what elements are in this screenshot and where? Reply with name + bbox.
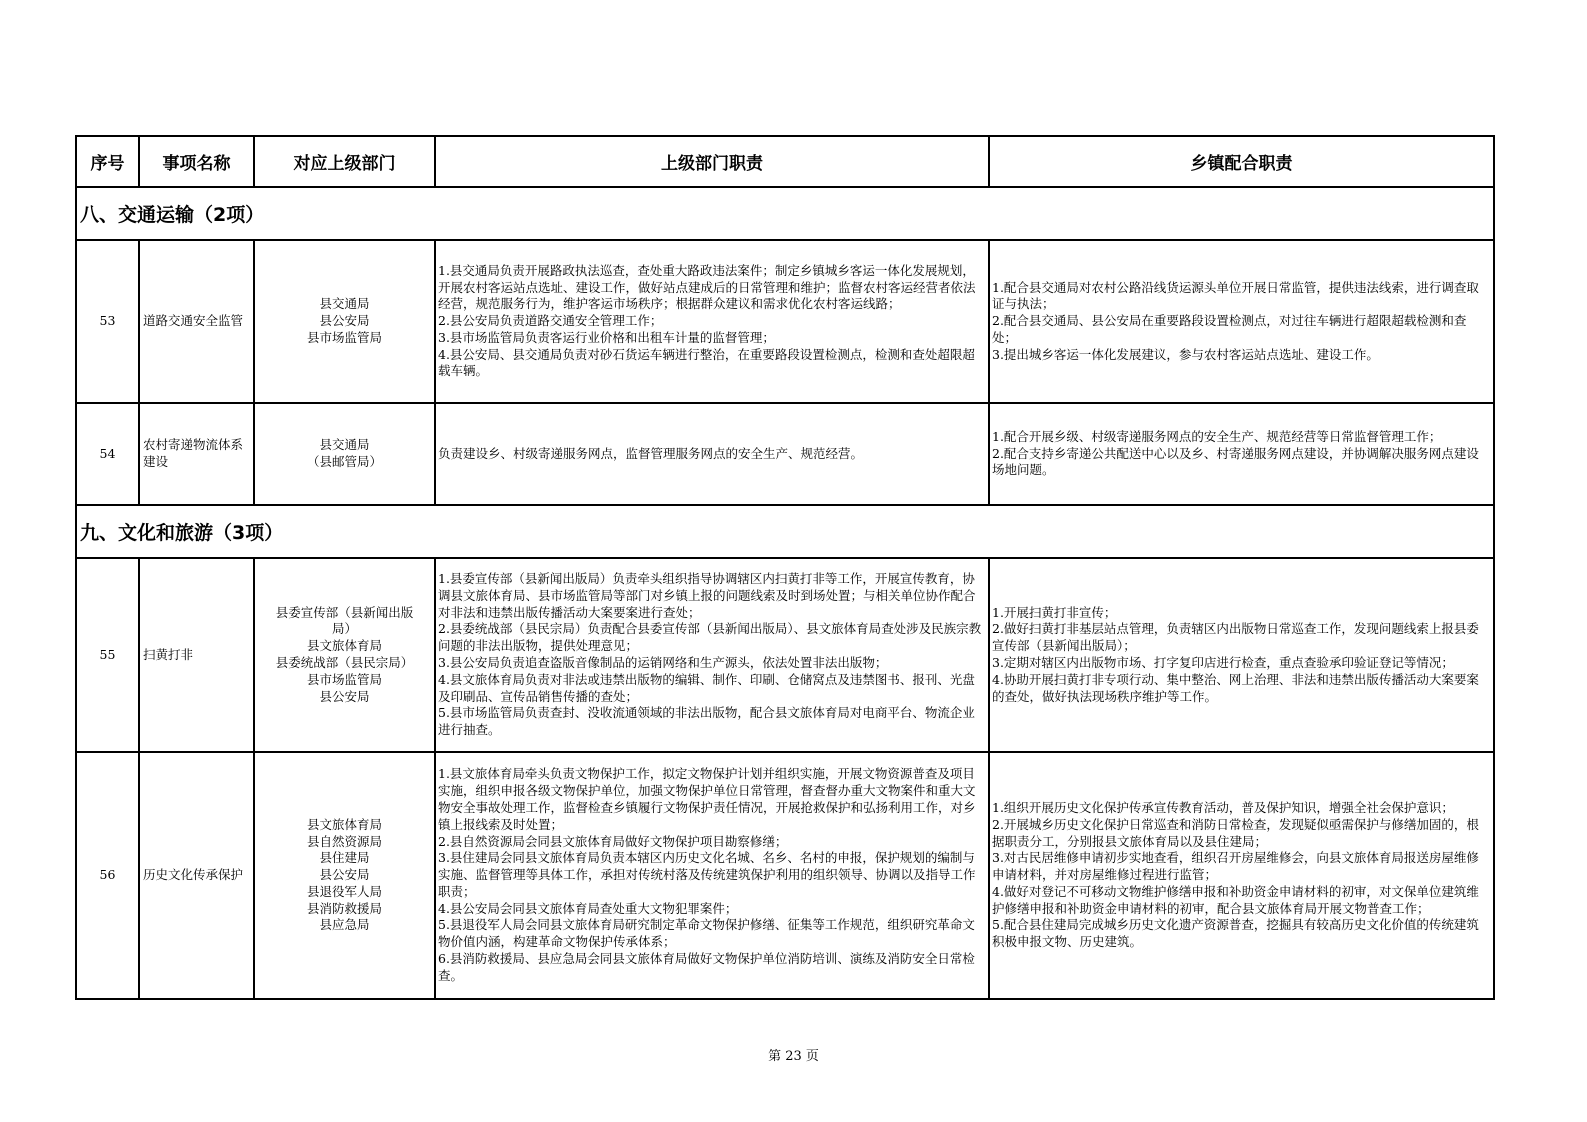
table-row [76, 240, 1494, 403]
department-name: 县公安局 [319, 313, 370, 329]
row-number: 53 [76, 240, 139, 403]
table-row [76, 752, 1494, 999]
town-duties-text: 1.配合县交通局对农村公路沿线货运源头单位开展日常监管，提供违法线索，进行调查取证与执法； 2.配合县交通局、县公安局在重要路段设置检测点，对过往车辆进行超限超载检测和查处； 3.提出城乡客运一体化发展建议，参与农村客运站点选址、建设工作。 [989, 240, 1494, 403]
row-number: 55 [76, 558, 139, 752]
row-number: 56 [76, 752, 139, 999]
department-name: 县交通局 [319, 296, 370, 312]
page-number: 第 23 页 [768, 1049, 819, 1064]
upper-departments [254, 240, 435, 403]
department-name: 县交通局 [319, 437, 370, 453]
department-name: 县退役军人局 [306, 883, 382, 899]
department-name: 县公安局 [319, 867, 370, 883]
header-item-name: 事项名称 [139, 136, 254, 187]
department-name: 县自然资源局 [306, 833, 382, 849]
department-name: 县住建局 [319, 850, 370, 866]
table-row [76, 558, 1494, 752]
town-duties-text: 1.组织开展历史文化保护传承宣传教育活动，普及保护知识，增强全社会保护意识； 2.开展城乡历史文化保护日常巡查和消防日常检查，发现疑似亟需保护与修缮加固的，根据职责分工，分别报县文旅体育局以及县住建局； 3.对古民居维修申请初步实地查看，组织召开房屋维修会，向县文旅体育局报送房屋维修申请材料，并对房屋维修过程进行监管； 4.做好对登记不可移动文物维护修缮申报和补助资金申请材料的初审，对文保单位建筑维护修缮申报和补助资金申请材料的初审，配合县文旅体育局开展文物普查工作； 5.配合县住建局完成城乡历史文化遗产资源普查，挖掘具有较高历史文化价值的传统建筑积极申报文物、历史建筑。 [989, 752, 1494, 999]
upper-duties-text: 1.县委宣传部（县新闻出版局）负责牵头组织指导协调辖区内扫黄打非等工作，开展宣传教育，协调县文旅体育局、县市场监管局等部门对乡镇上报的问题线索及时到场处置；与相关单位协作配合对非法和违禁出版传播活动大案要案进行查处； 2.县委统战部（县民宗局）负责配合县委宣传部（县新闻出版局）、县文旅体育局查处涉及民族宗教问题的非法出版物，提供处理意见； 3.县公安局负责追查盗版音像制品的运销网络和生产源头，依法处置非法出版物； 4.县文旅体育局负责对非法或违禁出版物的编辑、制作、印刷、仓储窝点及违禁图书、报刊、光盘及印刷品、宣传品销售传播的查处； 5.县市场监管局负责查封、没收流通领域的非法出版物，配合县文旅体育局对电商平台、物流企业进行抽查。 [435, 558, 989, 752]
department-name: （县邮管局） [306, 454, 382, 469]
town-duties-text: 1.开展扫黄打非宣传； 2.做好扫黄打非基层站点管理，负责辖区内出版物日常巡查工作，发现问题线索上报县委宣传部（县新闻出版局）； 3.定期对辖区内出版物市场、打字复印店进行检查，重点查验承印验证登记等情况； 4.协助开展扫黄打非专项行动、集中整治、网上治理、非法和违禁出版传播活动大案要案的查处，做好执法现场秩序维护等工作。 [989, 558, 1494, 752]
upper-duties-text: 1.县交通局负责开展路政执法巡查，查处重大路政违法案件；制定乡镇城乡客运一体化发展规划，开展农村客运站点选址、建设工作，做好站点建成后的日常管理和维护；监督农村客运经营者依法经营，规范服务行为，维护客运市场秩序；根据群众建议和需求优化农村客运线路； 2.县公安局负责道路交通安全管理工作； 3.县市场监管局负责客运行业价格和出租车计量的监督管理； 4.县公安局、县交通局负责对砂石货运车辆进行整治，在重要路段设置检测点，检测和查处超限超载车辆。 [435, 240, 989, 403]
header-row [76, 136, 1494, 187]
section-row [76, 505, 1494, 558]
department-name: 县消防救援局 [306, 900, 382, 916]
item-name: 扫黄打非 [139, 558, 254, 752]
department-name: 县市场监管局 [306, 671, 382, 687]
section-row [76, 187, 1494, 240]
item-name: 农村寄递物流体系建设 [139, 403, 254, 505]
department-name: 局） [331, 621, 357, 637]
department-name: 县委宣传部（县新闻出版 [275, 604, 414, 620]
table-row [76, 403, 1494, 505]
department-name: 县委统战部（县民宗局） [275, 655, 414, 670]
town-duties-text: 1.配合开展乡级、村级寄递服务网点的安全生产、规范经营等日常监督管理工作； 2.配合支持乡寄递公共配送中心以及乡、村寄递服务网点建设，并协调解决服务网点建设场地问题。 [989, 403, 1494, 505]
upper-departments [254, 558, 435, 752]
department-name: 县公安局 [319, 688, 370, 704]
department-name: 县文旅体育局 [306, 816, 382, 832]
section-title: 九、文化和旅游（3项） [76, 505, 1494, 558]
item-name: 历史文化传承保护 [139, 752, 254, 999]
header-upper-department: 对应上级部门 [254, 136, 435, 187]
upper-departments [254, 403, 435, 505]
duty-table [75, 135, 1495, 1000]
upper-departments [254, 752, 435, 999]
upper-duties-text: 负责建设乡、村级寄递服务网点，监督管理服务网点的安全生产、规范经营。 [435, 403, 989, 505]
item-name: 道路交通安全监管 [139, 240, 254, 403]
department-name: 县文旅体育局 [306, 638, 382, 654]
header-upper-duties: 上级部门职责 [435, 136, 989, 187]
department-name: 县市场监管局 [306, 329, 382, 345]
row-number: 54 [76, 403, 139, 505]
department-name: 县应急局 [319, 917, 370, 933]
section-title: 八、交通运输（2项） [76, 187, 1494, 240]
header-town-duties: 乡镇配合职责 [989, 136, 1494, 187]
header-number: 序号 [76, 136, 139, 187]
upper-duties-text: 1.县文旅体育局牵头负责文物保护工作，拟定文物保护计划并组织实施，开展文物资源普查及项目实施，组织申报各级文物保护单位，加强文物保护单位日常管理，督查督办重大文物案件和重大文物安全事故处理工作，监督检查乡镇履行文物保护责任情况，开展抢救保护和弘扬利用工作，对乡镇上报线索及时处置； 2.县自然资源局会同县文旅体育局做好文物保护项目勘察修缮； 3.县住建局会同县文旅体育局负责本辖区内历史文化名城、名乡、名村的申报，保护规划的编制与实施、监督管理等具体工作，承担对传统村落及传统建筑保护利用的组织领导、协调以及指导工作职责； 4.县公安局会同县文旅体育局查处重大文物犯罪案件； 5.县退役军人局会同县文旅体育局研究制定革命文物保护修缮、征集等工作规范，组织研究革命文物价值内涵，构建革命文物保护传承体系； 6.县消防救援局、县应急局会同县文旅体育局做好文物保护单位消防培训、演练及消防安全日常检查。 [435, 752, 989, 999]
